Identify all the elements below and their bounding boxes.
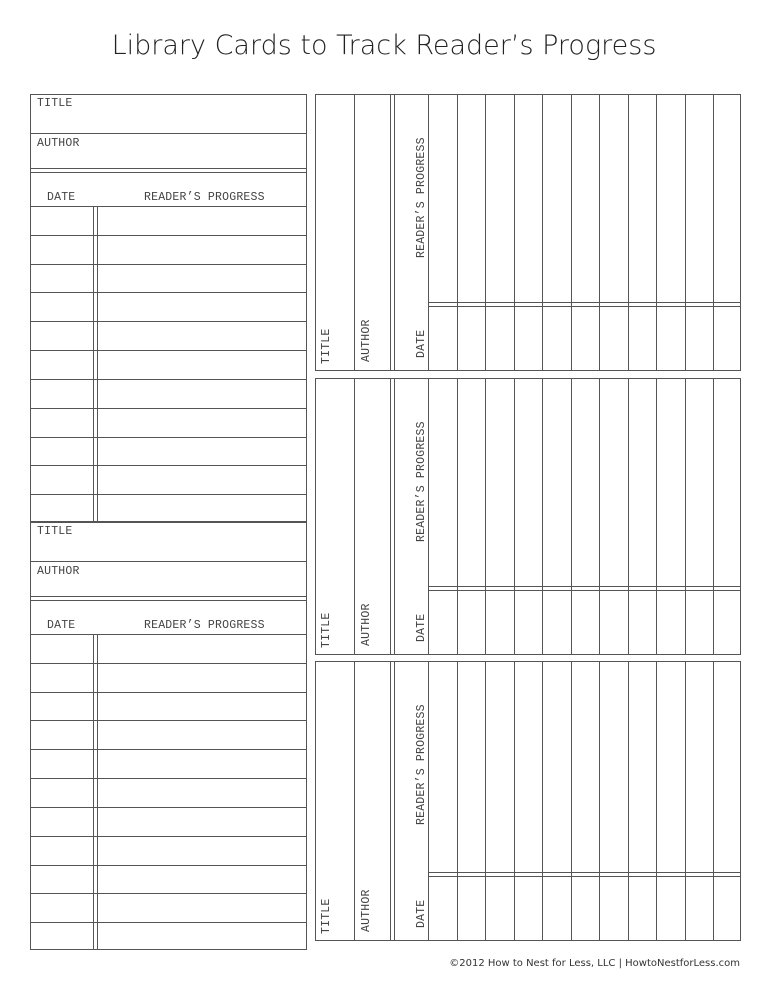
progress-row-5[interactable]: [31, 321, 306, 322]
library-card-vertical: [315, 378, 741, 655]
progress-row-5[interactable]: [31, 749, 306, 750]
divider: [354, 662, 355, 940]
date-label: DATE: [415, 899, 428, 928]
title-label: TITLE: [320, 612, 333, 648]
progress-column-7[interactable]: [599, 662, 600, 940]
author-label: AUTHOR: [360, 603, 373, 646]
library-card-vertical: [315, 661, 741, 941]
progress-row-10[interactable]: [31, 465, 306, 466]
date-row-divider: [428, 302, 740, 303]
divider: [31, 561, 306, 562]
progress-row-10[interactable]: [31, 893, 306, 894]
progress-column-9[interactable]: [656, 95, 657, 370]
progress-row-8[interactable]: [31, 408, 306, 409]
divider: [31, 168, 306, 169]
divider: [428, 379, 429, 654]
divider: [394, 662, 395, 940]
progress-row-2[interactable]: [31, 663, 306, 664]
progress-column-5[interactable]: [542, 95, 543, 370]
date-column-divider: [93, 206, 94, 521]
progress-row-1[interactable]: [31, 634, 306, 635]
progress-row-7[interactable]: [31, 379, 306, 380]
divider: [31, 172, 306, 173]
progress-column-10[interactable]: [685, 95, 686, 370]
progress-column-8[interactable]: [628, 379, 629, 654]
divider: [31, 600, 306, 601]
title-label: TITLE: [320, 898, 333, 934]
progress-column-3[interactable]: [485, 95, 486, 370]
date-row-divider: [428, 590, 740, 591]
progress-column-11[interactable]: [713, 95, 714, 370]
progress-column-3[interactable]: [485, 662, 486, 940]
progress-row-3[interactable]: [31, 692, 306, 693]
progress-row-4[interactable]: [31, 292, 306, 293]
progress-column-9[interactable]: [656, 379, 657, 654]
library-card-vertical: [315, 94, 741, 371]
library-card-horizontal: [30, 94, 307, 522]
progress-column-2[interactable]: [457, 379, 458, 654]
progress-column-2[interactable]: [457, 95, 458, 370]
progress-row-6[interactable]: [31, 350, 306, 351]
progress-row-4[interactable]: [31, 720, 306, 721]
divider: [354, 379, 355, 654]
readers-progress-header: READER’S PROGRESS: [144, 191, 265, 204]
progress-column-4[interactable]: [514, 662, 515, 940]
progress-column-6[interactable]: [571, 662, 572, 940]
library-card-horizontal: [30, 522, 307, 950]
progress-column-3[interactable]: [485, 379, 486, 654]
author-label: AUTHOR: [360, 319, 373, 362]
date-label: DATE: [415, 613, 428, 642]
copyright-footer: ©2012 How to Nest for Less, LLC | HowtoNestforLess.com: [449, 958, 740, 969]
progress-row-11[interactable]: [31, 494, 306, 495]
page-title: Library Cards to Track Reader’s Progress: [111, 30, 657, 61]
date-row-divider: [428, 872, 740, 873]
divider: [31, 596, 306, 597]
progress-row-9[interactable]: [31, 437, 306, 438]
author-label: AUTHOR: [360, 889, 373, 932]
divider: [394, 95, 395, 370]
progress-column-10[interactable]: [685, 662, 686, 940]
divider: [428, 95, 429, 370]
date-column-divider: [97, 206, 98, 521]
progress-row-6[interactable]: [31, 778, 306, 779]
progress-row-7[interactable]: [31, 807, 306, 808]
readers-progress-label: READER’S PROGRESS: [415, 137, 428, 258]
author-label: AUTHOR: [37, 565, 80, 578]
progress-column-8[interactable]: [628, 662, 629, 940]
progress-column-11[interactable]: [713, 662, 714, 940]
title-label: TITLE: [37, 97, 73, 110]
progress-row-9[interactable]: [31, 865, 306, 866]
divider: [31, 133, 306, 134]
readers-progress-label: READER’S PROGRESS: [415, 704, 428, 825]
title-label: TITLE: [37, 525, 73, 538]
progress-row-11[interactable]: [31, 922, 306, 923]
readers-progress-header: READER’S PROGRESS: [144, 619, 265, 632]
title-label: TITLE: [320, 328, 333, 364]
date-column-divider: [93, 634, 94, 949]
divider: [390, 662, 391, 940]
progress-row-2[interactable]: [31, 235, 306, 236]
progress-column-5[interactable]: [542, 662, 543, 940]
progress-column-5[interactable]: [542, 379, 543, 654]
divider: [390, 379, 391, 654]
progress-column-8[interactable]: [628, 95, 629, 370]
progress-column-11[interactable]: [713, 379, 714, 654]
divider: [428, 662, 429, 940]
date-column-divider: [97, 634, 98, 949]
progress-column-10[interactable]: [685, 379, 686, 654]
progress-column-4[interactable]: [514, 95, 515, 370]
date-row-divider: [428, 306, 740, 307]
progress-column-2[interactable]: [457, 662, 458, 940]
date-row-divider: [428, 876, 740, 877]
divider: [390, 95, 391, 370]
author-label: AUTHOR: [37, 137, 80, 150]
progress-column-9[interactable]: [656, 662, 657, 940]
progress-column-7[interactable]: [599, 379, 600, 654]
date-row-divider: [428, 586, 740, 587]
date-header: DATE: [47, 191, 76, 204]
date-header: DATE: [47, 619, 76, 632]
progress-column-6[interactable]: [571, 95, 572, 370]
divider: [394, 379, 395, 654]
progress-column-7[interactable]: [599, 95, 600, 370]
divider: [354, 95, 355, 370]
progress-column-6[interactable]: [571, 379, 572, 654]
progress-row-8[interactable]: [31, 836, 306, 837]
progress-row-1[interactable]: [31, 206, 306, 207]
readers-progress-label: READER’S PROGRESS: [415, 421, 428, 542]
progress-row-3[interactable]: [31, 264, 306, 265]
progress-column-4[interactable]: [514, 379, 515, 654]
date-label: DATE: [415, 329, 428, 358]
